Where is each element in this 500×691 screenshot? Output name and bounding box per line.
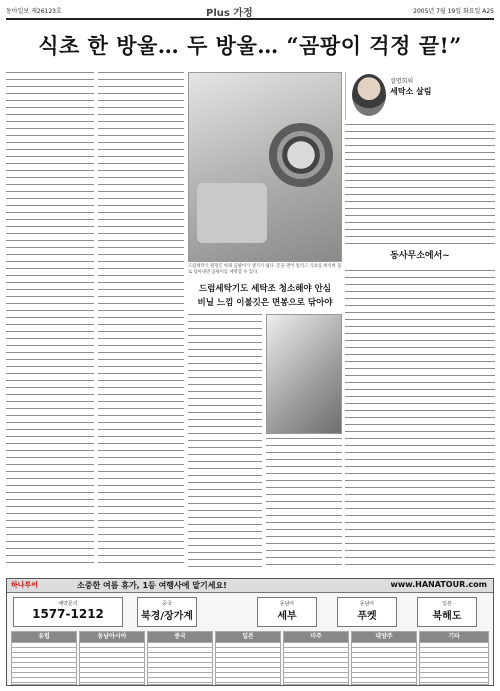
ad-listing-cell xyxy=(283,631,349,685)
article-text-column-1 xyxy=(6,72,94,568)
advertisement xyxy=(6,578,494,686)
ad-listing-body xyxy=(80,642,144,685)
article-text-column-3 xyxy=(188,314,262,568)
ad-listing-cell xyxy=(419,631,489,685)
ad-tile-3 xyxy=(337,597,397,627)
ad-tile-destination: 북경/장가계 xyxy=(141,611,193,622)
ad-top-bar xyxy=(7,579,493,593)
headline: 식초 한 방울… 두 방울… “곰팡이 걱정 끝!” xyxy=(38,33,462,58)
ad-tile-destination: 세부 xyxy=(277,611,297,622)
ad-listing-cell xyxy=(147,631,213,685)
ad-listing-header: 일본 xyxy=(216,632,280,642)
ad-listing-header: 미주 xyxy=(284,632,348,642)
ad-listing-body xyxy=(352,642,416,685)
ad-listing-body xyxy=(216,642,280,685)
ad-phone-label: 예약문의 xyxy=(58,601,78,607)
ad-listing-header: 기타 xyxy=(420,632,488,642)
ad-tile-region: 중국 xyxy=(162,601,172,607)
ad-phone-number: 1577-1212 xyxy=(32,607,104,621)
right-subheadline: 동사무소에서~ xyxy=(390,251,450,261)
article-text-column-2 xyxy=(98,72,184,568)
right-text-column-1 xyxy=(345,124,495,244)
ad-tile-4 xyxy=(417,597,477,627)
subheadline xyxy=(188,282,342,312)
subheadline-line-1: 드럼세탁기도 세탁조 청소해야 안심 xyxy=(198,284,332,294)
ad-tile-destination: 푸켓 xyxy=(357,611,377,622)
columnist-name: 설명희의 xyxy=(390,78,414,85)
ad-listing-cell xyxy=(215,631,281,685)
ad-listing-header: 대양주 xyxy=(352,632,416,642)
ad-listing-body xyxy=(12,642,76,685)
ad-listing-header: 중국 xyxy=(148,632,212,642)
ad-tile-region: 동남아 xyxy=(359,601,375,607)
date-page: 2005년 7월 19일 화요일 A25 xyxy=(413,8,494,15)
ad-slogan: 소중한 여름 휴가, 1등 여행사에 맡기세요! xyxy=(77,581,227,590)
columnist-box xyxy=(345,72,495,120)
ad-listing-body xyxy=(148,642,212,685)
washer-door-image xyxy=(269,123,333,187)
issue-info: 동아일보 제26123호 xyxy=(6,8,62,15)
article-text-column-4 xyxy=(266,438,342,568)
ad-listing-cell xyxy=(79,631,145,685)
section-title: Plus 가정 xyxy=(206,8,253,19)
ad-tile-2 xyxy=(257,597,317,627)
ad-listing-cell xyxy=(351,631,417,685)
cleaning-photo xyxy=(266,314,342,434)
ad-listing-header: 유럽 xyxy=(12,632,76,642)
ad-logo: 하나투어 xyxy=(11,581,39,589)
ad-tile-1 xyxy=(137,597,197,627)
ad-tile-destination: 북해도 xyxy=(432,611,462,622)
ad-url[interactable]: www.HANATOUR.com xyxy=(390,580,487,589)
ad-tile-region: 일본 xyxy=(442,601,452,607)
ad-listing-cell xyxy=(11,631,77,685)
right-text-column-2 xyxy=(345,270,495,568)
ad-listing-header: 동남아시아 xyxy=(80,632,144,642)
ad-listing-body xyxy=(420,642,488,685)
ad-listing-body xyxy=(284,642,348,685)
towel-image xyxy=(197,183,267,243)
ad-tile-region: 동남아 xyxy=(279,601,295,607)
subheadline-line-2: 비닐 느낌 이불깃은 면봉으로 닦아야 xyxy=(197,298,333,308)
ad-phone-box xyxy=(13,597,123,627)
washing-machine-photo xyxy=(188,72,342,262)
column-title: 세탁소 살림 xyxy=(390,87,432,96)
page-header xyxy=(6,4,494,20)
photo-caption: 드럼세탁기 원형문 아래 곰팡이가 생기기 쉽다. 문을 열어 말리고 식초를 희석한 물로 닦아내면 곰팡이를 예방할 수 있다. xyxy=(188,264,342,275)
avatar xyxy=(352,74,386,116)
